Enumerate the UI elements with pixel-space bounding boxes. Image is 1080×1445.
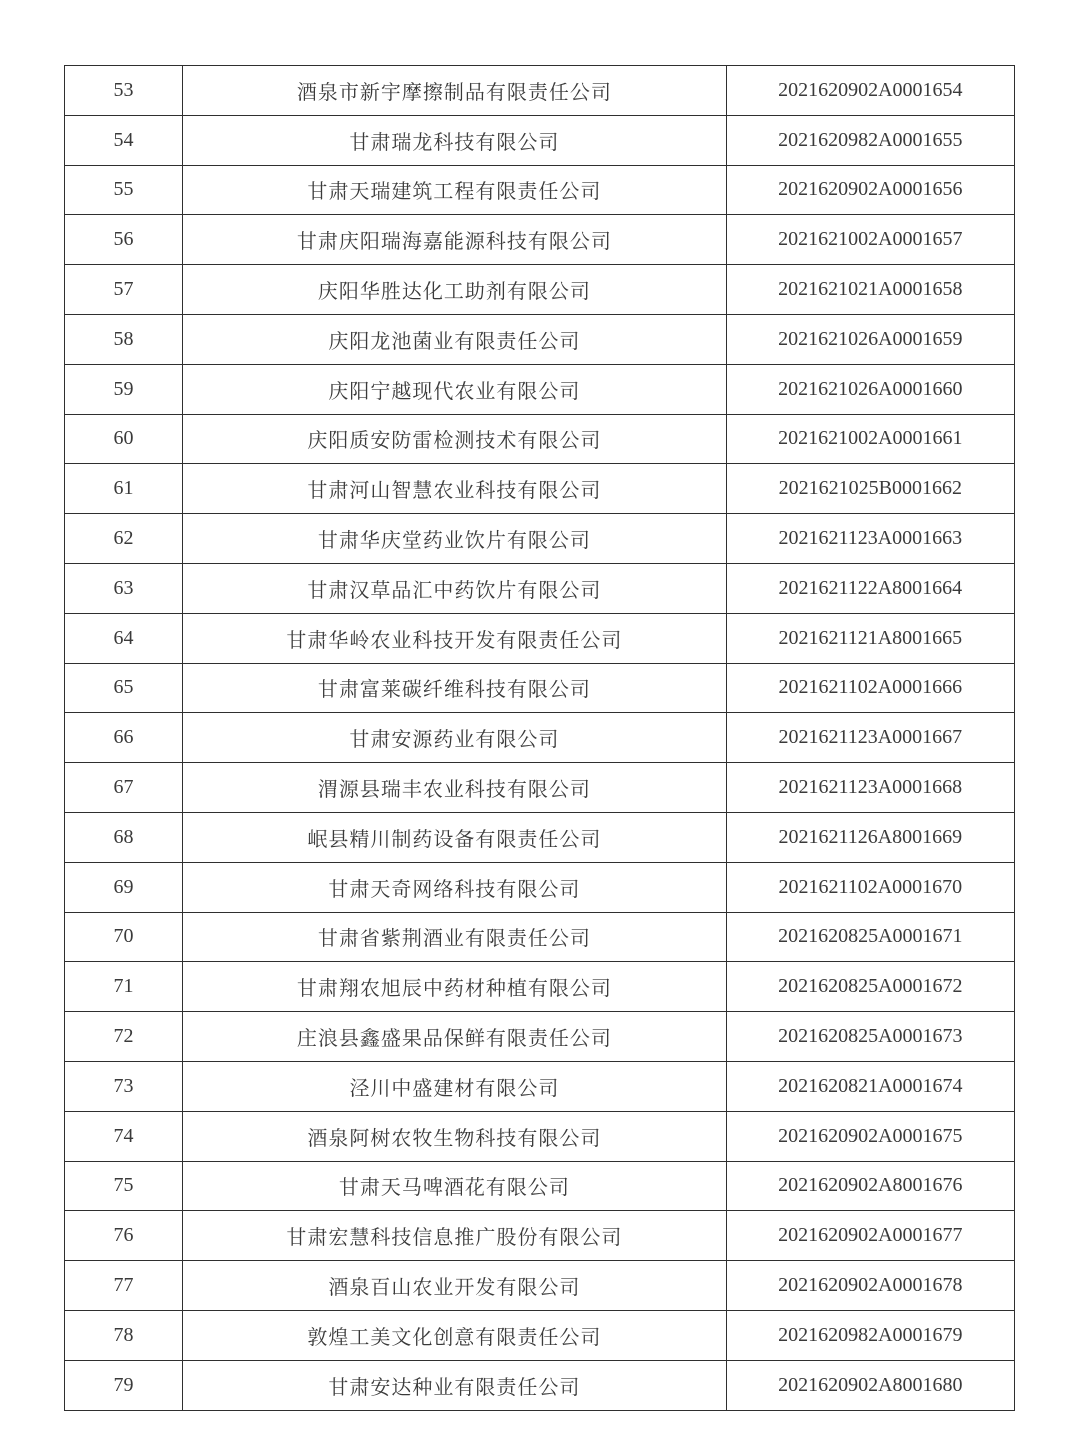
registration-code: 2021620902A0001675: [726, 1111, 1014, 1161]
table-row: [65, 1360, 1015, 1410]
row-index: 57: [65, 265, 183, 315]
company-name: 甘肃省紫荆酒业有限责任公司: [183, 912, 727, 962]
row-index: 75: [65, 1161, 183, 1211]
company-name: 渭源县瑞丰农业科技有限公司: [183, 763, 727, 813]
company-name: 甘肃富莱碳纤维科技有限公司: [183, 663, 727, 713]
registration-code: 2021620902A0001654: [726, 66, 1014, 116]
table-row: [65, 66, 1015, 116]
company-name: 酒泉市新宇摩擦制品有限责任公司: [183, 66, 727, 116]
company-name: 甘肃天瑞建筑工程有限责任公司: [183, 165, 727, 215]
table-row: [65, 165, 1015, 215]
table-row: [65, 364, 1015, 414]
company-name: 甘肃庆阳瑞海嘉能源科技有限公司: [183, 215, 727, 265]
table-row: [65, 514, 1015, 564]
row-index: 72: [65, 1012, 183, 1062]
row-index: 65: [65, 663, 183, 713]
table-row: [65, 1310, 1015, 1360]
row-index: 67: [65, 763, 183, 813]
row-index: 69: [65, 862, 183, 912]
company-name: 庆阳质安防雷检测技术有限公司: [183, 414, 727, 464]
row-index: 70: [65, 912, 183, 962]
row-index: 68: [65, 812, 183, 862]
company-name: 甘肃汉草品汇中药饮片有限公司: [183, 563, 727, 613]
company-name: 甘肃安源药业有限公司: [183, 713, 727, 763]
company-name: 敦煌工美文化创意有限责任公司: [183, 1310, 727, 1360]
registration-code: 2021620821A0001674: [726, 1061, 1014, 1111]
row-index: 64: [65, 613, 183, 663]
table-row: [65, 1061, 1015, 1111]
registration-code: 2021621026A0001659: [726, 314, 1014, 364]
registration-code: 2021620982A0001655: [726, 115, 1014, 165]
registration-code: 2021621026A0001660: [726, 364, 1014, 414]
registration-code: 2021620902A8001676: [726, 1161, 1014, 1211]
registration-code: 2021620902A0001656: [726, 165, 1014, 215]
row-index: 63: [65, 563, 183, 613]
table-row: [65, 563, 1015, 613]
company-name: 庆阳华胜达化工助剂有限公司: [183, 265, 727, 315]
registration-code: 2021621002A0001661: [726, 414, 1014, 464]
company-name: 甘肃河山智慧农业科技有限公司: [183, 464, 727, 514]
registration-code: 2021620825A0001671: [726, 912, 1014, 962]
row-index: 54: [65, 115, 183, 165]
table-row: [65, 663, 1015, 713]
row-index: 56: [65, 215, 183, 265]
row-index: 73: [65, 1061, 183, 1111]
row-index: 60: [65, 414, 183, 464]
company-name: 泾川中盛建材有限公司: [183, 1061, 727, 1111]
table-row: [65, 962, 1015, 1012]
registration-code: 2021621123A0001667: [726, 713, 1014, 763]
company-name: 甘肃天奇网络科技有限公司: [183, 862, 727, 912]
table-row: [65, 763, 1015, 813]
row-index: 59: [65, 364, 183, 414]
company-name: 甘肃翔农旭辰中药材种植有限公司: [183, 962, 727, 1012]
table-row: [65, 1161, 1015, 1211]
row-index: 76: [65, 1211, 183, 1261]
registration-code: 2021621126A8001669: [726, 812, 1014, 862]
company-name: 甘肃华庆堂药业饮片有限公司: [183, 514, 727, 564]
registration-code: 2021621102A0001666: [726, 663, 1014, 713]
row-index: 66: [65, 713, 183, 763]
row-index: 55: [65, 165, 183, 215]
row-index: 58: [65, 314, 183, 364]
registration-code: 2021621102A0001670: [726, 862, 1014, 912]
table-body: [65, 66, 1015, 1411]
company-name: 甘肃天马啤酒花有限公司: [183, 1161, 727, 1211]
registration-code: 2021620902A8001680: [726, 1360, 1014, 1410]
company-name: 酒泉阿树农牧生物科技有限公司: [183, 1111, 727, 1161]
table-row: [65, 1211, 1015, 1261]
company-name: 酒泉百山农业开发有限公司: [183, 1261, 727, 1311]
table-row: [65, 414, 1015, 464]
company-registry-table: [64, 65, 1015, 1411]
table-row: [65, 613, 1015, 663]
registration-code: 2021621021A0001658: [726, 265, 1014, 315]
table-row: [65, 115, 1015, 165]
table-row: [65, 912, 1015, 962]
row-index: 79: [65, 1360, 183, 1410]
company-name: 岷县精川制药设备有限责任公司: [183, 812, 727, 862]
registration-code: 2021621123A0001668: [726, 763, 1014, 813]
row-index: 61: [65, 464, 183, 514]
registration-code: 2021621025B0001662: [726, 464, 1014, 514]
row-index: 78: [65, 1310, 183, 1360]
registration-code: 2021620825A0001672: [726, 962, 1014, 1012]
registration-code: 2021620982A0001679: [726, 1310, 1014, 1360]
registration-code: 2021621002A0001657: [726, 215, 1014, 265]
company-name: 甘肃瑞龙科技有限公司: [183, 115, 727, 165]
table-row: [65, 464, 1015, 514]
table-row: [65, 713, 1015, 763]
table-row: [65, 1111, 1015, 1161]
company-name: 甘肃安达种业有限责任公司: [183, 1360, 727, 1410]
table-row: [65, 1012, 1015, 1062]
registration-code: 2021620825A0001673: [726, 1012, 1014, 1062]
row-index: 77: [65, 1261, 183, 1311]
row-index: 53: [65, 66, 183, 116]
company-name: 庄浪县鑫盛果品保鲜有限责任公司: [183, 1012, 727, 1062]
company-name: 庆阳宁越现代农业有限公司: [183, 364, 727, 414]
table-row: [65, 314, 1015, 364]
registration-code: 2021621123A0001663: [726, 514, 1014, 564]
registration-code: 2021621121A8001665: [726, 613, 1014, 663]
table-row: [65, 215, 1015, 265]
table-row: [65, 812, 1015, 862]
company-name: 甘肃宏慧科技信息推广股份有限公司: [183, 1211, 727, 1261]
row-index: 74: [65, 1111, 183, 1161]
registration-code: 2021620902A0001678: [726, 1261, 1014, 1311]
table-row: [65, 862, 1015, 912]
registration-code: 2021621122A8001664: [726, 563, 1014, 613]
table-row: [65, 1261, 1015, 1311]
registration-code: 2021620902A0001677: [726, 1211, 1014, 1261]
row-index: 62: [65, 514, 183, 564]
table-row: [65, 265, 1015, 315]
company-name: 甘肃华岭农业科技开发有限责任公司: [183, 613, 727, 663]
row-index: 71: [65, 962, 183, 1012]
company-name: 庆阳龙池菌业有限责任公司: [183, 314, 727, 364]
